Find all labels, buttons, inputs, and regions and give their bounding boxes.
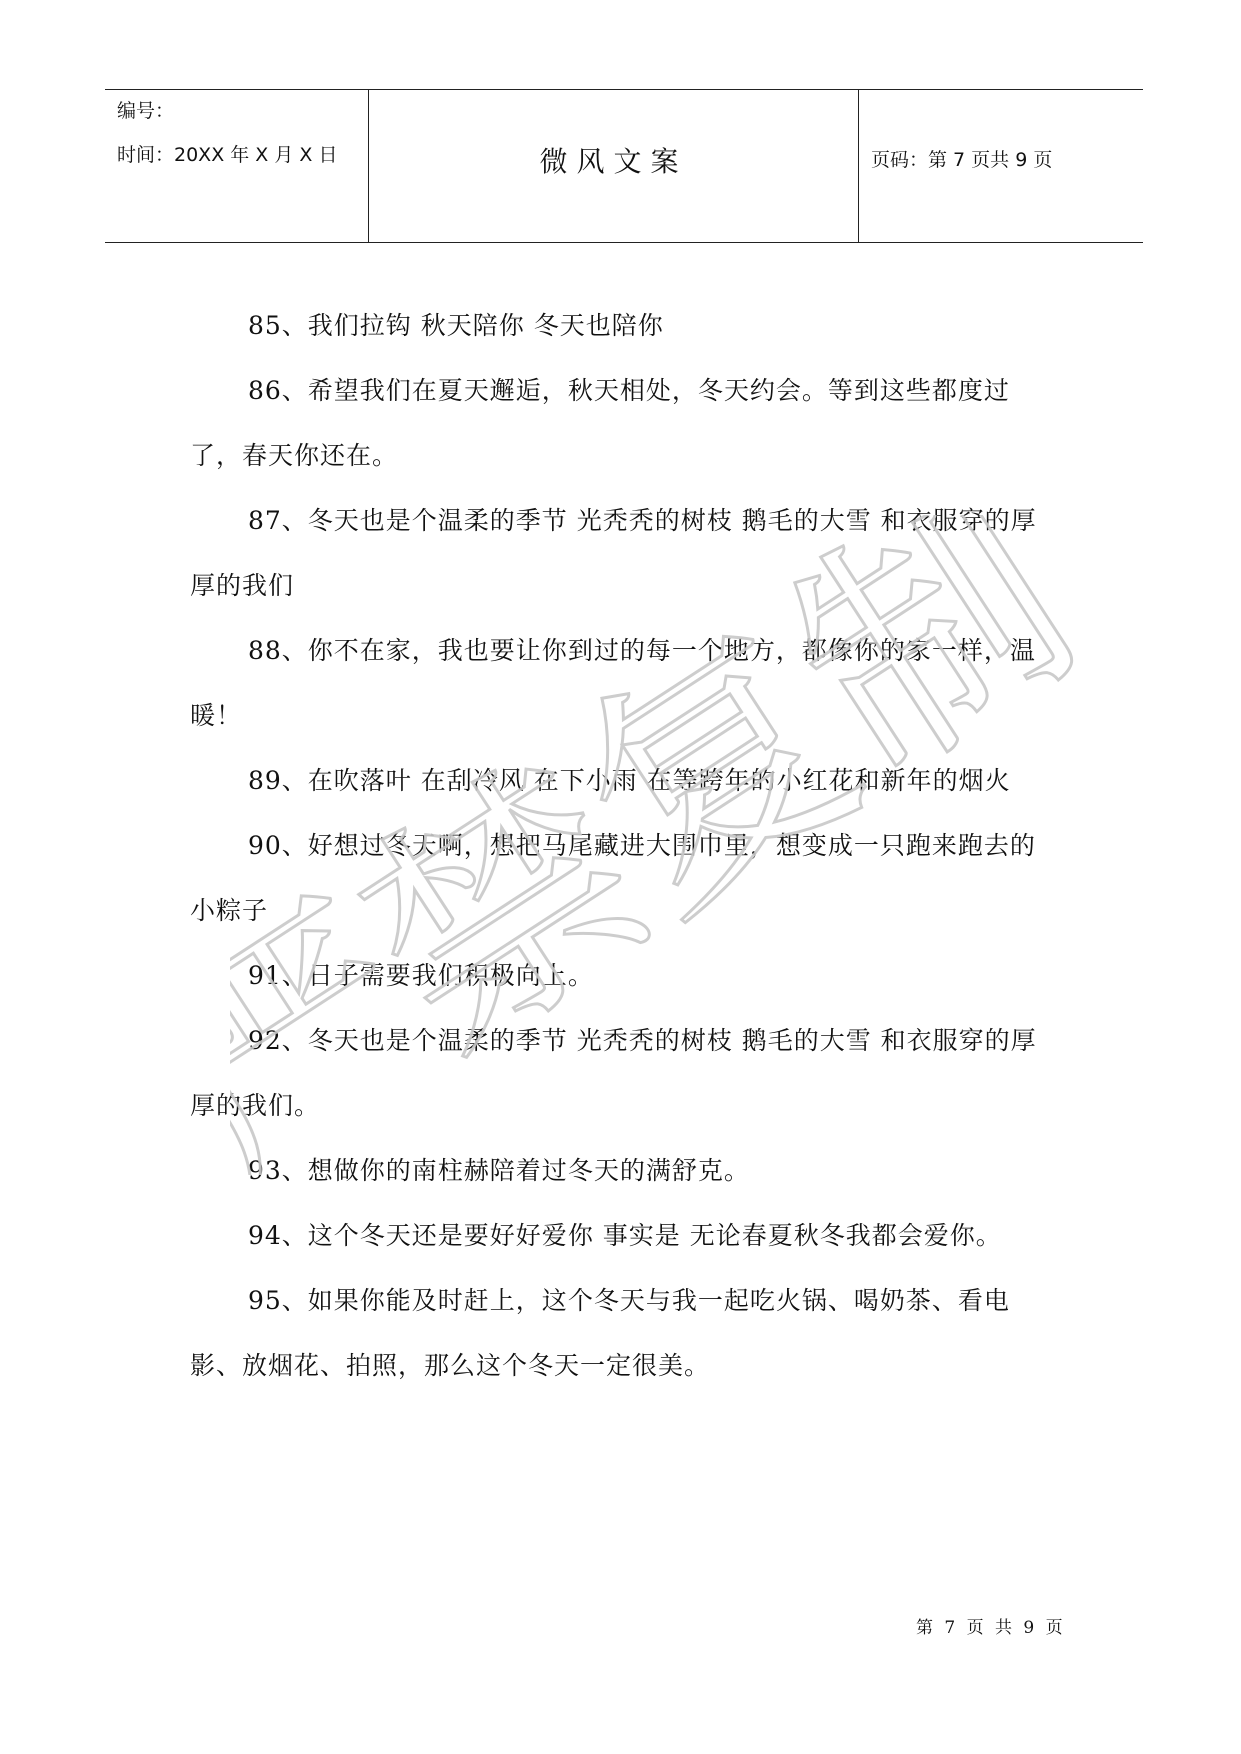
- paragraph-87: 87、冬天也是个温柔的季节 光秃秃的树枝 鹅毛的大雪 和衣服穿的厚厚的我们: [190, 506, 1037, 600]
- serial-number-label: 编号：: [117, 100, 175, 122]
- paragraph-92: 92、冬天也是个温柔的季节 光秃秃的树枝 鹅毛的大雪 和衣服穿的厚厚的我们。: [190, 1026, 1037, 1120]
- time-label: 时间：20XX 年 X 月 X 日: [117, 144, 338, 166]
- paragraph-88: 88、你不在家，我也要让你到过的每一个地方，都像你的家一样，温暖！: [190, 636, 1036, 730]
- paragraph-95: 95、如果你能及时赶上，这个冬天与我一起吃火锅、喝奶茶、看电影、放烟花、拍照，那么这个冬天一定很美。: [190, 1286, 1010, 1380]
- paragraph-91: 91、日子需要我们积极向上。: [248, 961, 594, 990]
- header-right-cell: [859, 90, 1143, 242]
- paragraph-90: 90、好想过冬天啊，想把马尾藏进大围巾里，想变成一只跑来跑去的小粽子: [190, 831, 1036, 925]
- paragraph-94: 94、这个冬天还是要好好爱你 事实是 无论春夏秋冬我都会爱你。: [248, 1221, 1002, 1250]
- paragraph-86: 86、希望我们在夏天邂逅，秋天相处，冬天约会。等到这些都度过了，春天你还在。: [190, 376, 1010, 470]
- header-center-cell: [369, 90, 859, 242]
- page-number-label: 页码：第 7 页共 9 页: [871, 149, 1053, 171]
- header-left-cell: [105, 90, 369, 242]
- document-header: [105, 89, 1143, 243]
- watermark-text: 严禁复制: [230, 515, 1121, 1175]
- paragraph-93: 93、想做你的南柱赫陪着过冬天的满舒克。: [248, 1156, 750, 1185]
- paragraph-85: 85、我们拉钩 秋天陪你 冬天也陪你: [248, 311, 664, 340]
- document-title: 微风文案: [539, 145, 688, 178]
- paragraph-89: 89、在吹落叶 在刮冷风 在下小雨 在等跨年的小红花和新年的烟火: [248, 766, 1011, 795]
- document-body: [190, 293, 1060, 1398]
- page-footer: 第 7 页 共 9 页: [916, 1618, 1066, 1638]
